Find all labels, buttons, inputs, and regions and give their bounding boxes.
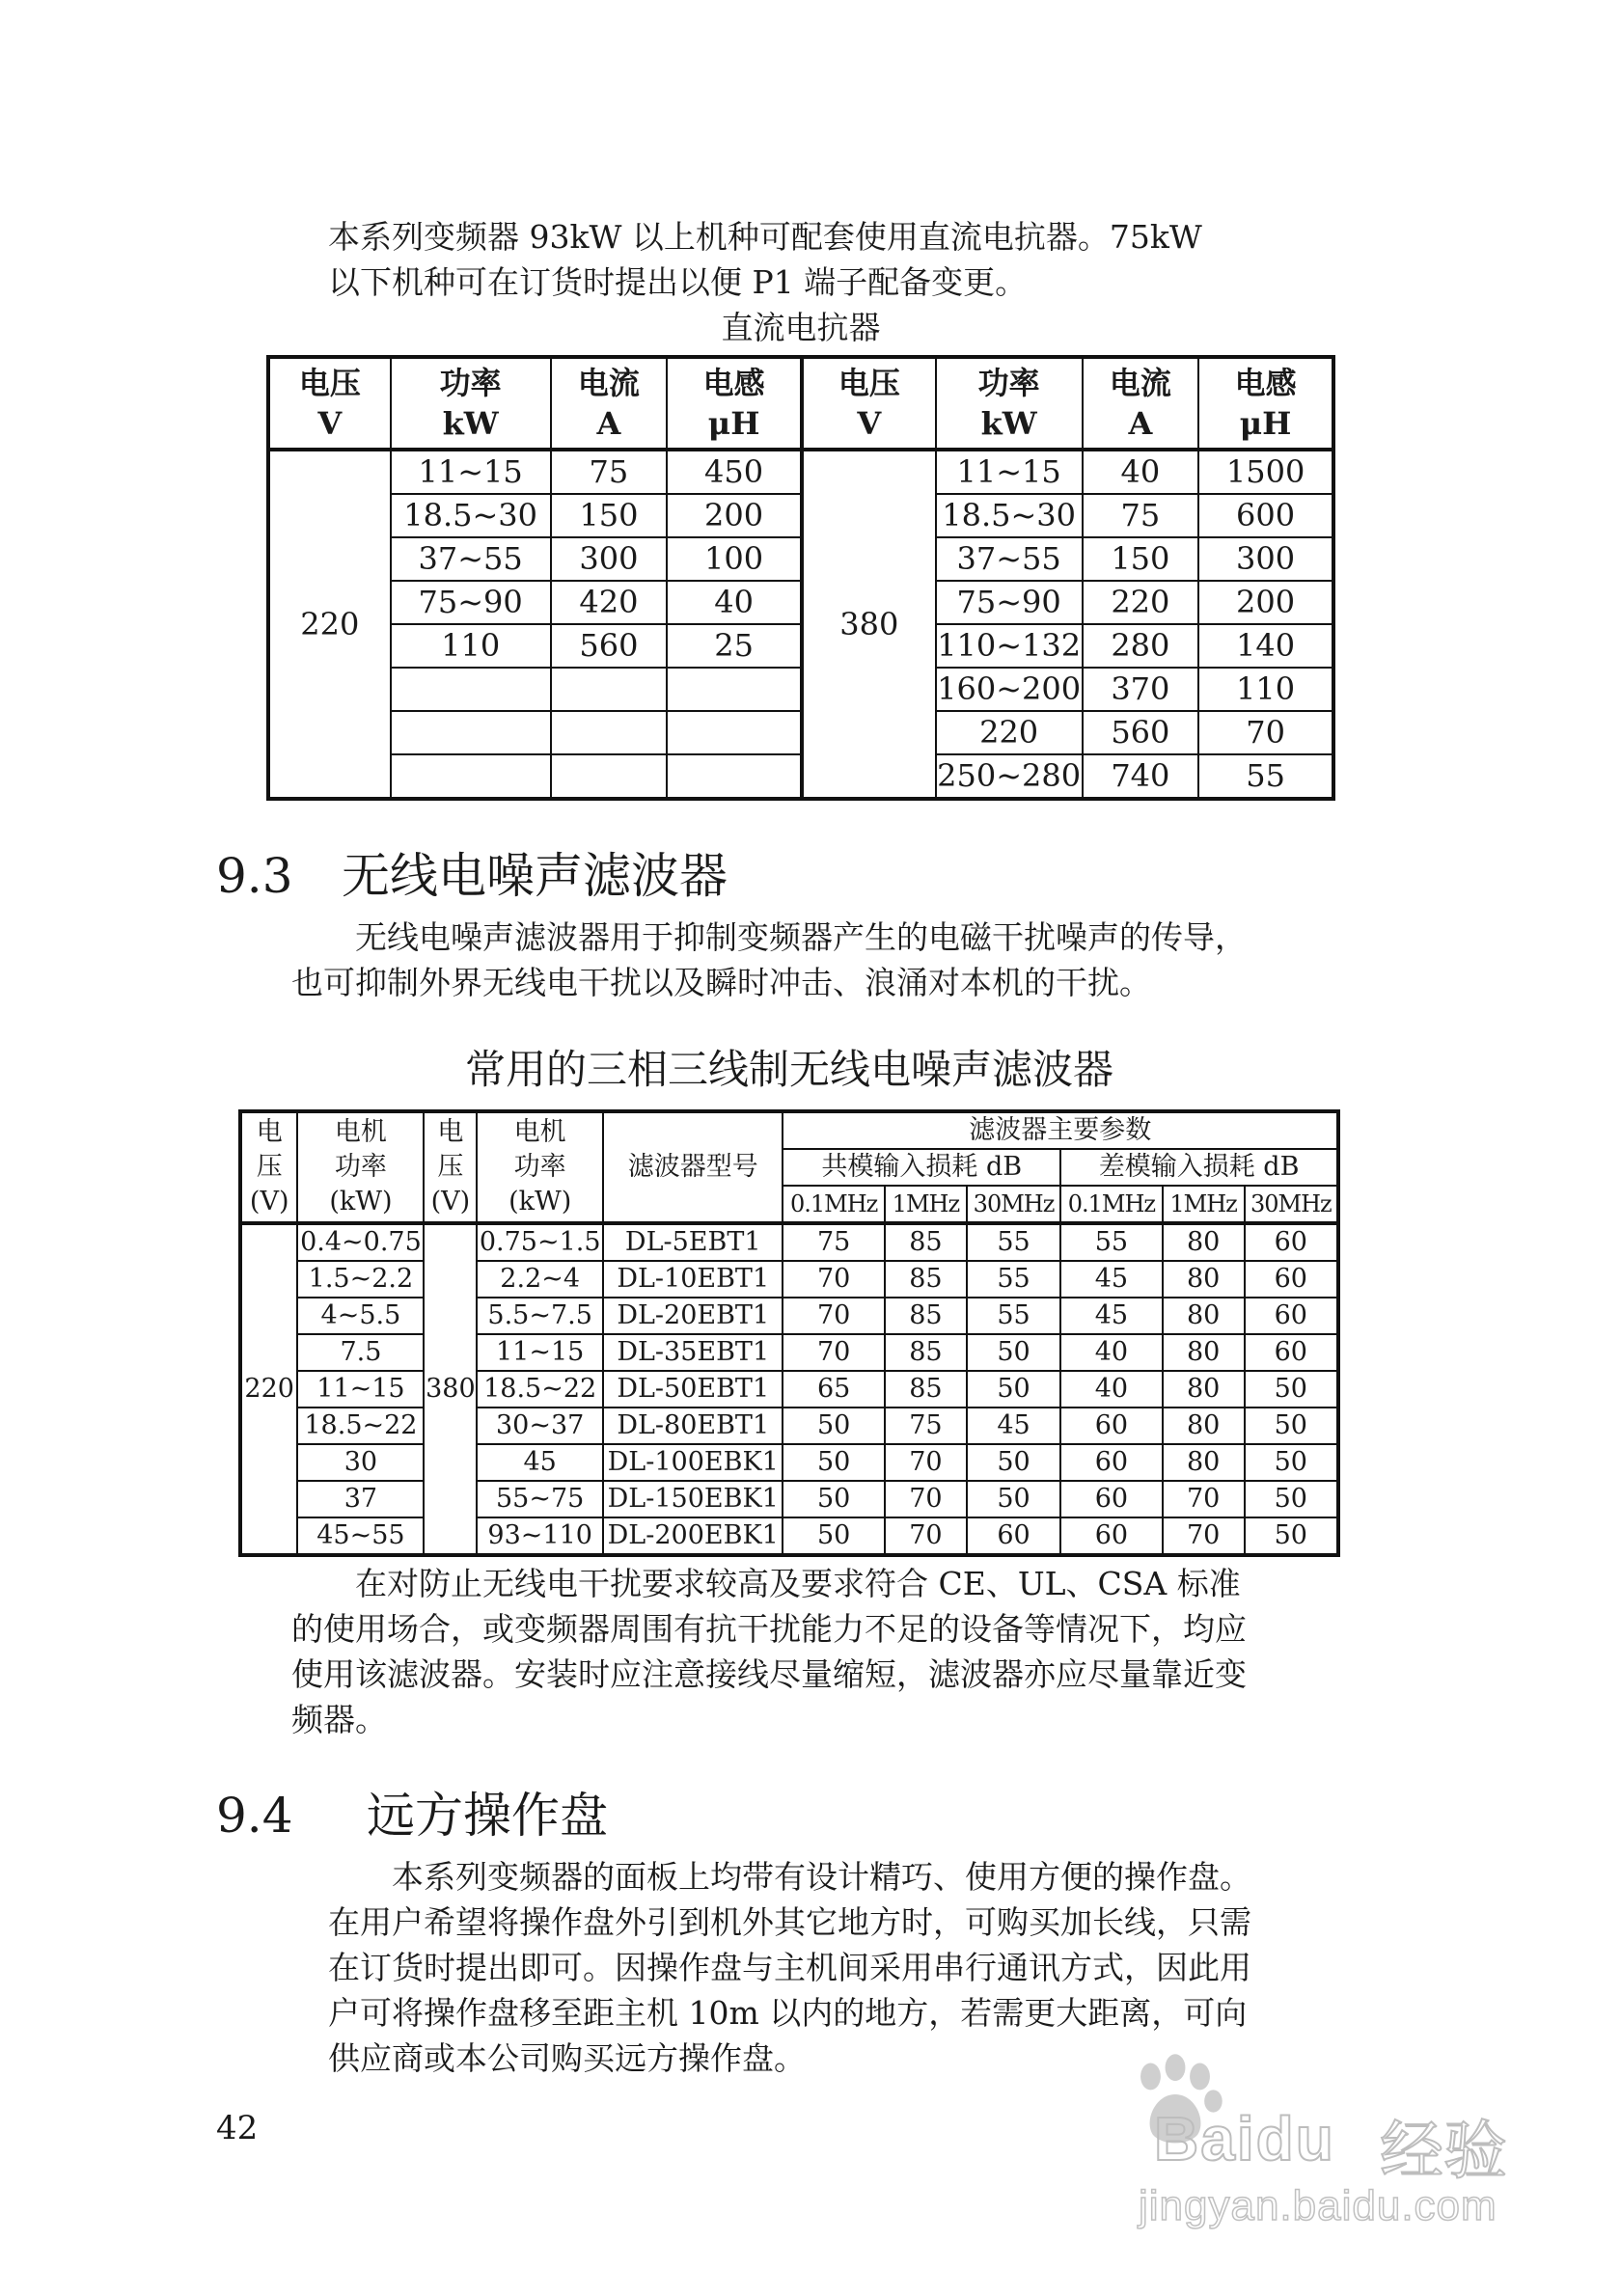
voltage-220-cell: 220	[268, 450, 391, 799]
filter-note-paragraph-cont	[291, 1606, 1247, 1742]
table-cell: 110	[391, 624, 551, 668]
table-cell: 93~110	[477, 1517, 603, 1555]
section-9-4-heading	[216, 1787, 608, 1845]
header-current: 电流 A	[551, 357, 668, 450]
table-row	[268, 450, 1333, 494]
table-cell: DL-100EBK1	[603, 1444, 783, 1481]
table-cell: 55	[967, 1261, 1060, 1298]
table-cell: 55	[967, 1223, 1060, 1261]
table-row	[268, 581, 1333, 624]
table-cell: 70	[1198, 711, 1333, 754]
header-voltage: 电压 V	[268, 357, 391, 450]
table-cell: 85	[885, 1261, 967, 1298]
table-cell: 37	[297, 1481, 424, 1517]
table-cell: 45	[967, 1408, 1060, 1444]
section-9-3-heading	[216, 847, 728, 905]
table-cell: 30~37	[477, 1408, 603, 1444]
table-cell: DL-80EBT1	[603, 1408, 783, 1444]
table-cell: 50	[967, 1371, 1060, 1408]
table-cell	[551, 668, 668, 711]
section-9-4-paragraph	[392, 1854, 1251, 1900]
intro-line-2: 以下机种可在订货时提出以便 P1 端子配备变更。	[328, 263, 1028, 301]
table-cell: 50	[783, 1444, 884, 1481]
table-cell: 150	[551, 494, 668, 537]
table-cell: 75	[1083, 494, 1199, 537]
table-cell: 250~280	[936, 754, 1083, 799]
table-cell: 40	[1060, 1334, 1162, 1371]
table-cell: 80	[1163, 1261, 1245, 1298]
voltage-380-cell: 380	[424, 1223, 477, 1555]
table-cell: 70	[783, 1334, 884, 1371]
table-cell	[667, 668, 802, 711]
table-cell: 18.5~30	[391, 494, 551, 537]
table-cell: 160~200	[936, 668, 1083, 711]
table-row	[268, 537, 1333, 581]
header-motor-power-220: 电机 功率 (kW)	[297, 1111, 424, 1223]
watermark-url: jingyan.baidu.com	[1139, 2182, 1497, 2229]
table-cell: 55	[1198, 754, 1333, 799]
freq-cell: 30MHz	[967, 1186, 1060, 1223]
page-number: 42	[216, 2109, 259, 2147]
intro-paragraph-cont	[328, 260, 1027, 305]
table-cell: 11~15	[297, 1371, 424, 1408]
table-row	[268, 754, 1333, 799]
table-cell: 45	[1060, 1261, 1162, 1298]
table-row	[240, 1481, 1338, 1517]
table-cell: 11~15	[391, 450, 551, 494]
section-9-3-line-1: 无线电噪声滤波器用于抑制变频器产生的电磁干扰噪声的传导，	[355, 918, 1247, 956]
table-cell: 45	[1060, 1298, 1162, 1334]
table-cell: 55~75	[477, 1481, 603, 1517]
table-cell: 80	[1163, 1444, 1245, 1481]
table-row	[268, 494, 1333, 537]
header-filter-model: 滤波器型号	[603, 1111, 783, 1223]
table-cell: 60	[1245, 1298, 1338, 1334]
table-cell: 200	[1198, 581, 1333, 624]
table-cell: 55	[1060, 1223, 1162, 1261]
freq-cell: 0.1MHz	[783, 1186, 884, 1223]
section-9-4-line-4: 户可将操作盘移至距主机 10m 以内的地方，若需更大距离，可向	[328, 1994, 1248, 2032]
section-9-3-line-2: 也可抑制外界无线电干扰以及瞬时冲击、浪涌对本机的干扰。	[291, 964, 1151, 1001]
table-cell: 80	[1163, 1408, 1245, 1444]
section-9-4-line-3: 在订货时提出即可。因操作盘与主机间采用串行通讯方式，因此用	[328, 1949, 1251, 1986]
table-row	[240, 1517, 1338, 1555]
table-cell: 45~55	[297, 1517, 424, 1555]
table-cell: 50	[1245, 1444, 1338, 1481]
table-cell: 37~55	[936, 537, 1083, 581]
table-cell: 75	[551, 450, 668, 494]
table-row	[240, 1261, 1338, 1298]
table-cell: 5.5~7.5	[477, 1298, 603, 1334]
table-cell: 45	[477, 1444, 603, 1481]
table-cell: 50	[783, 1408, 884, 1444]
table-cell: 50	[783, 1481, 884, 1517]
table-row	[240, 1408, 1338, 1444]
freq-cell: 30MHz	[1245, 1186, 1338, 1223]
table-cell: 200	[667, 494, 802, 537]
section-9-4-title: 远方操作盘	[367, 1788, 608, 1844]
table-cell: 140	[1198, 624, 1333, 668]
header-motor-power-380: 电机 功率 (kW)	[477, 1111, 603, 1223]
table-cell: 50	[1245, 1408, 1338, 1444]
table-cell: 280	[1083, 624, 1199, 668]
header-power-2: 功率 kW	[936, 357, 1083, 450]
header-voltage-2: 电压 V	[802, 357, 936, 450]
table-cell: 2.2~4	[477, 1261, 603, 1298]
table-cell: 70	[1163, 1481, 1245, 1517]
section-9-4-line-1: 本系列变频器的面板上均带有设计精巧、使用方便的操作盘。	[392, 1858, 1251, 1896]
table-cell	[667, 711, 802, 754]
table-cell: 75	[783, 1223, 884, 1261]
table-cell: 50	[1245, 1371, 1338, 1408]
dc-reactor-header-row	[268, 357, 1333, 450]
table-cell: 60	[1060, 1408, 1162, 1444]
table-cell: 370	[1083, 668, 1199, 711]
filter-note-line-1: 在对防止无线电干扰要求较高及要求符合 CE、UL、CSA 标准	[355, 1565, 1241, 1602]
freq-cell: 1MHz	[1163, 1186, 1245, 1223]
table-cell	[391, 754, 551, 799]
table-cell: 40	[1083, 450, 1199, 494]
table-cell: 30	[297, 1444, 424, 1481]
section-9-3-paragraph-cont	[291, 960, 1151, 1005]
table-cell: 600	[1198, 494, 1333, 537]
table-cell: 60	[1060, 1444, 1162, 1481]
table-cell: 560	[1083, 711, 1199, 754]
table-row	[240, 1371, 1338, 1408]
intro-line-1: 本系列变频器 93kW 以上机种可配套使用直流电抗器。75kW	[328, 218, 1202, 256]
table-cell: 560	[551, 624, 668, 668]
table-row	[240, 1444, 1338, 1481]
table-cell: DL-150EBK1	[603, 1481, 783, 1517]
table-cell: 60	[1245, 1334, 1338, 1371]
freq-cell: 0.1MHz	[1060, 1186, 1162, 1223]
table-cell: 80	[1163, 1223, 1245, 1261]
table-cell: 11~15	[936, 450, 1083, 494]
filter-header-row-1	[240, 1111, 1338, 1149]
table-cell: 220	[936, 711, 1083, 754]
table-cell: 70	[1163, 1517, 1245, 1555]
header-power: 功率 kW	[391, 357, 551, 450]
voltage-380-cell: 380	[802, 450, 936, 799]
table-cell	[667, 754, 802, 799]
table-cell: 110~132	[936, 624, 1083, 668]
table-cell: 50	[967, 1334, 1060, 1371]
table-cell: 1500	[1198, 450, 1333, 494]
header-diff-mode: 差模输入损耗 dB	[1060, 1149, 1338, 1186]
watermark-product: 经验	[1380, 2114, 1507, 2188]
table-cell: 0.4~0.75	[297, 1223, 424, 1261]
table-cell: 75~90	[936, 581, 1083, 624]
table-cell: DL-50EBT1	[603, 1371, 783, 1408]
filter-note-line-3: 使用该滤波器。安装时应注意接线尽量缩短，滤波器亦应尽量靠近变	[291, 1655, 1247, 1693]
intro-paragraph	[328, 214, 1202, 260]
table-cell: 60	[1245, 1261, 1338, 1298]
table-cell: 4~5.5	[297, 1298, 424, 1334]
table-cell: 55	[967, 1298, 1060, 1334]
table-cell: 70	[885, 1444, 967, 1481]
table-cell: 18.5~22	[297, 1408, 424, 1444]
header-common-mode: 共模输入损耗 dB	[783, 1149, 1060, 1186]
table-cell: 110	[1198, 668, 1333, 711]
section-9-3-number: 9.3	[216, 848, 293, 904]
table-cell: DL-5EBT1	[603, 1223, 783, 1261]
table-cell: 18.5~22	[477, 1371, 603, 1408]
table-cell: 11~15	[477, 1334, 603, 1371]
section-9-4-line-5: 供应商或本公司购买远方操作盘。	[328, 2039, 806, 2077]
table-cell: 50	[1245, 1517, 1338, 1555]
header-main-params: 滤波器主要参数	[783, 1111, 1338, 1149]
section-9-4-line-2: 在用户希望将操作盘外引到机外其它地方时，可购买加长线，只需	[328, 1903, 1251, 1941]
table-cell	[391, 711, 551, 754]
table-cell	[551, 711, 668, 754]
table-cell: 60	[967, 1517, 1060, 1555]
table-cell: 70	[885, 1481, 967, 1517]
table-row	[240, 1298, 1338, 1334]
header-inductance: 电感 μH	[667, 357, 802, 450]
table-cell: 80	[1163, 1371, 1245, 1408]
table-cell: DL-35EBT1	[603, 1334, 783, 1371]
dc-reactor-caption: 直流电抗器	[721, 309, 881, 346]
header-voltage-380: 电 压 (V)	[424, 1111, 477, 1223]
header-inductance-2: 电感 μH	[1198, 357, 1333, 450]
table-cell: 85	[885, 1223, 967, 1261]
table-cell: 40	[1060, 1371, 1162, 1408]
freq-cell: 1MHz	[885, 1186, 967, 1223]
table-cell: DL-20EBT1	[603, 1298, 783, 1334]
table-cell: 450	[667, 450, 802, 494]
table-cell: 50	[967, 1444, 1060, 1481]
table-row	[240, 1334, 1338, 1371]
table-cell: 7.5	[297, 1334, 424, 1371]
section-9-3-paragraph	[355, 915, 1247, 960]
table-cell: 420	[551, 581, 668, 624]
header-voltage-220: 电 压 (V)	[240, 1111, 297, 1223]
table-cell: 1.5~2.2	[297, 1261, 424, 1298]
filter-table	[238, 1109, 1340, 1557]
filter-table-caption: 常用的三相三线制无线电噪声滤波器	[464, 1046, 1113, 1093]
table-cell: DL-200EBK1	[603, 1517, 783, 1555]
table-cell: 60	[1245, 1223, 1338, 1261]
table-cell: 70	[885, 1517, 967, 1555]
table-cell: 150	[1083, 537, 1199, 581]
table-cell: 85	[885, 1298, 967, 1334]
dc-reactor-table	[266, 355, 1335, 801]
table-cell: 740	[1083, 754, 1199, 799]
table-cell: DL-10EBT1	[603, 1261, 783, 1298]
table-cell: 50	[967, 1481, 1060, 1517]
table-cell: 25	[667, 624, 802, 668]
voltage-220-cell: 220	[240, 1223, 297, 1555]
header-current-2: 电流 A	[1083, 357, 1199, 450]
table-cell: 37~55	[391, 537, 551, 581]
filter-note-paragraph	[355, 1561, 1241, 1606]
table-cell: 60	[1060, 1517, 1162, 1555]
table-cell: 85	[885, 1371, 967, 1408]
section-9-4-paragraph-cont	[328, 1900, 1251, 2081]
table-row	[240, 1223, 1338, 1261]
table-cell: 75~90	[391, 581, 551, 624]
table-cell: 50	[1245, 1481, 1338, 1517]
watermark-brand: Baidu	[1154, 2104, 1335, 2173]
table-row	[268, 624, 1333, 668]
table-cell: 300	[1198, 537, 1333, 581]
table-cell: 65	[783, 1371, 884, 1408]
table-cell: 80	[1163, 1334, 1245, 1371]
filter-note-line-2: 的使用场合，或变频器周围有抗干扰能力不足的设备等情况下，均应	[291, 1610, 1247, 1648]
table-cell: 80	[1163, 1298, 1245, 1334]
table-cell: 75	[885, 1408, 967, 1444]
table-cell: 100	[667, 537, 802, 581]
table-cell	[391, 668, 551, 711]
section-9-3-title: 无线电噪声滤波器	[342, 848, 728, 904]
table-cell: 60	[1060, 1481, 1162, 1517]
table-cell: 18.5~30	[936, 494, 1083, 537]
table-cell	[551, 754, 668, 799]
table-cell: 0.75~1.5	[477, 1223, 603, 1261]
table-cell: 70	[783, 1298, 884, 1334]
section-9-4-number: 9.4	[216, 1788, 293, 1844]
table-cell: 300	[551, 537, 668, 581]
table-cell: 70	[783, 1261, 884, 1298]
table-row	[268, 711, 1333, 754]
table-row	[268, 668, 1333, 711]
table-cell: 85	[885, 1334, 967, 1371]
filter-note-line-4: 频器。	[291, 1701, 387, 1738]
table-cell: 220	[1083, 581, 1199, 624]
table-cell: 40	[667, 581, 802, 624]
table-cell: 50	[783, 1517, 884, 1555]
